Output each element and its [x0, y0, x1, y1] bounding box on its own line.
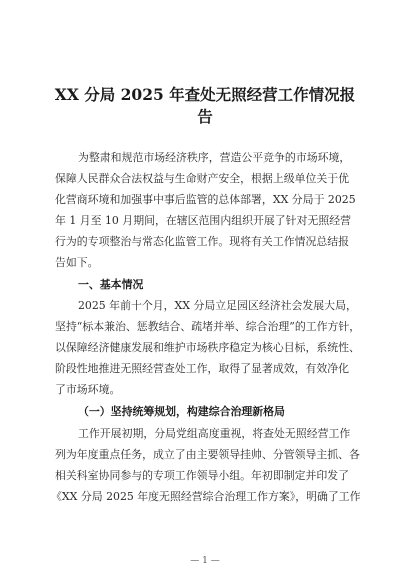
- body-line-12: 了市场环境。: [55, 383, 121, 396]
- body-line-9: 坚持“标本兼治、惩教结合、疏堵并举、综合治理”的工作方针，: [55, 320, 361, 333]
- body-line-11: 阶段性地推进无照经营查处工作，取得了显著成效，有效净化: [55, 362, 350, 375]
- body-line-8: 2025 年前十个月，XX 分局立足园区经济社会发展大局，: [78, 299, 357, 312]
- body-line-6: 告如下。: [55, 256, 99, 269]
- document-title-line-2: 告: [197, 107, 213, 126]
- section-heading-basic: 一、基本情况: [78, 278, 144, 291]
- page-number: — 1 —: [190, 556, 220, 566]
- body-line-16: 相关科室协同参与的专项工作领导小组。年初即制定并印发了: [55, 469, 350, 482]
- document-title-line-1: XX 分局 2025 年查处无照经营工作情况报: [54, 85, 356, 104]
- body-line-10: 以保障经济健康发展和维护市场秩序稳定为核心目标，系统性、: [55, 341, 360, 354]
- body-line-14: 工作开展初期，分局党组高度重视，将查处无照经营工作: [78, 427, 351, 440]
- body-line-4: 年 1 月至 10 月期间，在辖区范围内组织开展了针对无照经营: [55, 214, 352, 227]
- body-line-15: 列为年度重点任务，成立了由主要领导挂帅、分管领导主抓、各: [55, 448, 360, 461]
- body-line-5: 行为的专项整治与常态化监管工作。现将有关工作情况总结报: [55, 235, 350, 248]
- subsection-heading-1: （一）坚持统筹规划，构建综合治理新格局: [78, 405, 285, 418]
- body-line-17: 《XX 分局 2025 年度无照经营综合治理工作方案》，明确了工作: [51, 490, 361, 503]
- body-line-1: 为整肃和规范市场经济秩序，营造公平竞争的市场环境，: [78, 151, 351, 164]
- body-line-2: 保障人民群众合法权益与生命财产安全，根据上级单位关于优: [55, 172, 350, 185]
- body-line-3: 化营商环境和加强事中事后监管的总体部署，XX 分局于 2025: [55, 193, 356, 206]
